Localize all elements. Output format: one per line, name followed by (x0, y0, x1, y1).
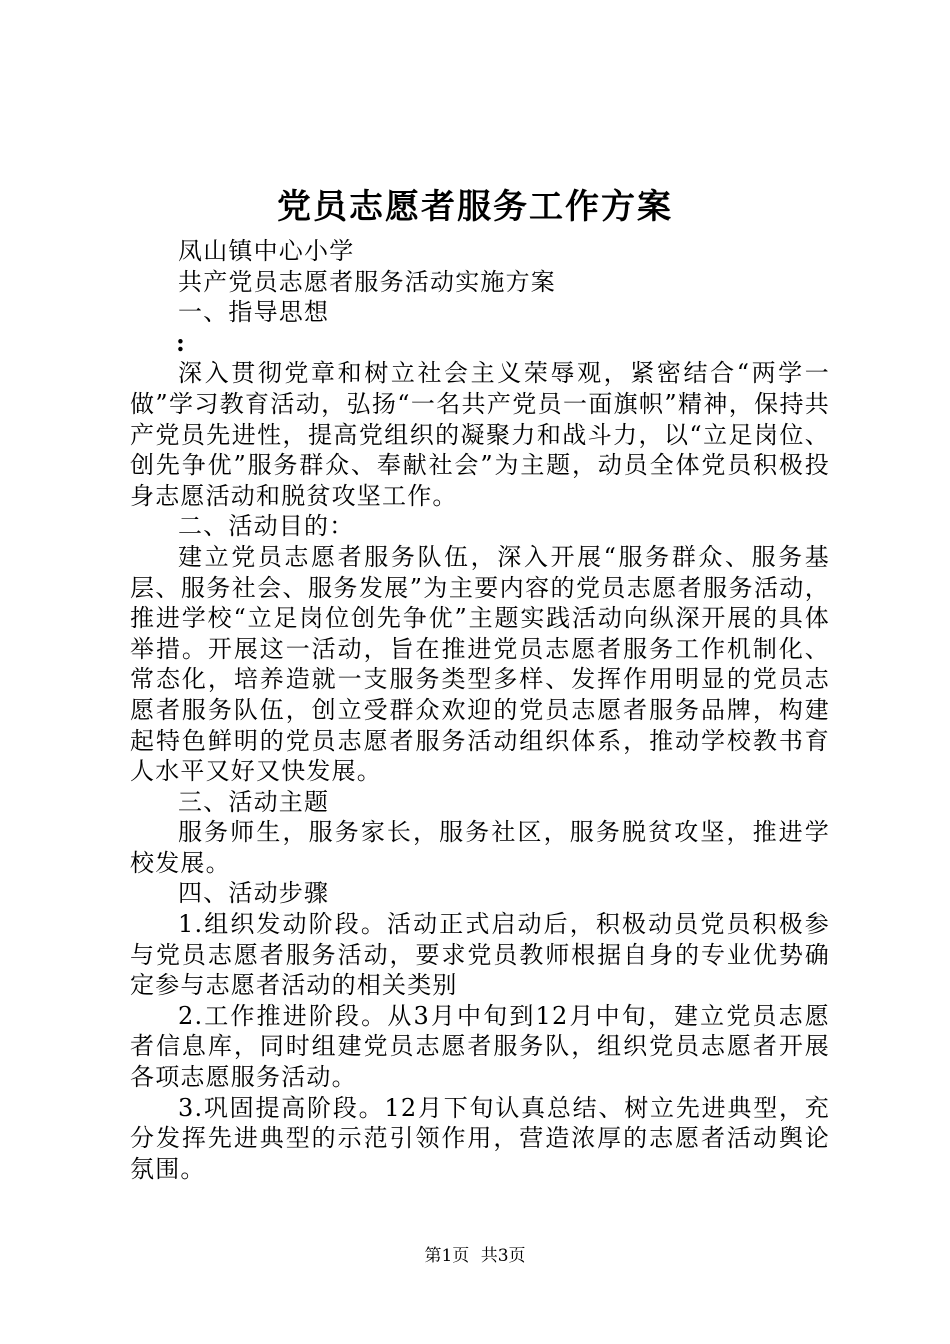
colon-mark: : (176, 327, 187, 357)
page-number: 第1页 (424, 1246, 470, 1266)
page-footer (0, 1244, 950, 1268)
paragraph-theme: 服务师生，服务家长，服务社区，服务脱贫攻坚，推进学校发展。 (130, 818, 830, 877)
paragraph-guiding-ideology: 深入贯彻党章和树立社会主义荣辱观，紧密结合“两学一做”学习教育活动，弘扬“一名共产党员一面旗帜”精神，保持共产党员先进性，提高党组织的凝聚力和战斗力，以“立足岗位、创先争优”服务群众、奉献社会”为主题，动员全体党员积极投身志愿活动和脱贫攻坚工作。 (130, 359, 830, 510)
section-heading-purpose: 二、活动目的： (178, 512, 355, 541)
step-2: 2.工作推进阶段。从3月中旬到12月中旬，建立党员志愿者信息库，同时组建党员志愿者服务队，组织党员志愿者开展各项志愿服务活动。 (130, 1001, 830, 1092)
school-name: 凤山镇中心小学 (178, 237, 355, 265)
section-heading-theme: 三、活动主题 (178, 787, 330, 816)
paragraph-purpose: 建立党员志愿者服务队伍，深入开展“服务群众、服务基层、服务社会、服务发展”为主要内容的党员志愿者服务活动，推进学校“立足岗位创先争优”主题实践活动向纵深开展的具体举措。开展这一活动，旨在推进党员志愿者服务工作机制化、常态化，培养造就一支服务类型多样、发挥作用明显的党员志愿者服务队伍，创立受群众欢迎的党员志愿者服务品牌，构建起特色鲜明的党员志愿者服务活动组织体系，推动学校教书育人水平又好又快发展。 (130, 542, 830, 786)
step-3: 3.巩固提高阶段。12月下旬认真总结、树立先进典型，充分发挥先进典型的示范引领作用，营造浓厚的志愿者活动舆论氛围。 (130, 1093, 830, 1183)
section-heading-steps: 四、活动步骤 (178, 879, 330, 908)
document-title: 党员志愿者服务工作方案 (277, 187, 673, 227)
plan-subtitle: 共产党员志愿者服务活动实施方案 (178, 267, 556, 296)
step-1: 1.组织发动阶段。活动正式启动后，积极动员党员积极参与党员志愿者服务活动，要求党员教师根据自身的专业优势确定参与志愿者活动的相关类别 (130, 910, 830, 1000)
document-body (130, 236, 830, 1184)
section-heading-guiding-ideology: 一、指导思想 (178, 298, 330, 327)
page-total: 共3页 (480, 1246, 526, 1266)
